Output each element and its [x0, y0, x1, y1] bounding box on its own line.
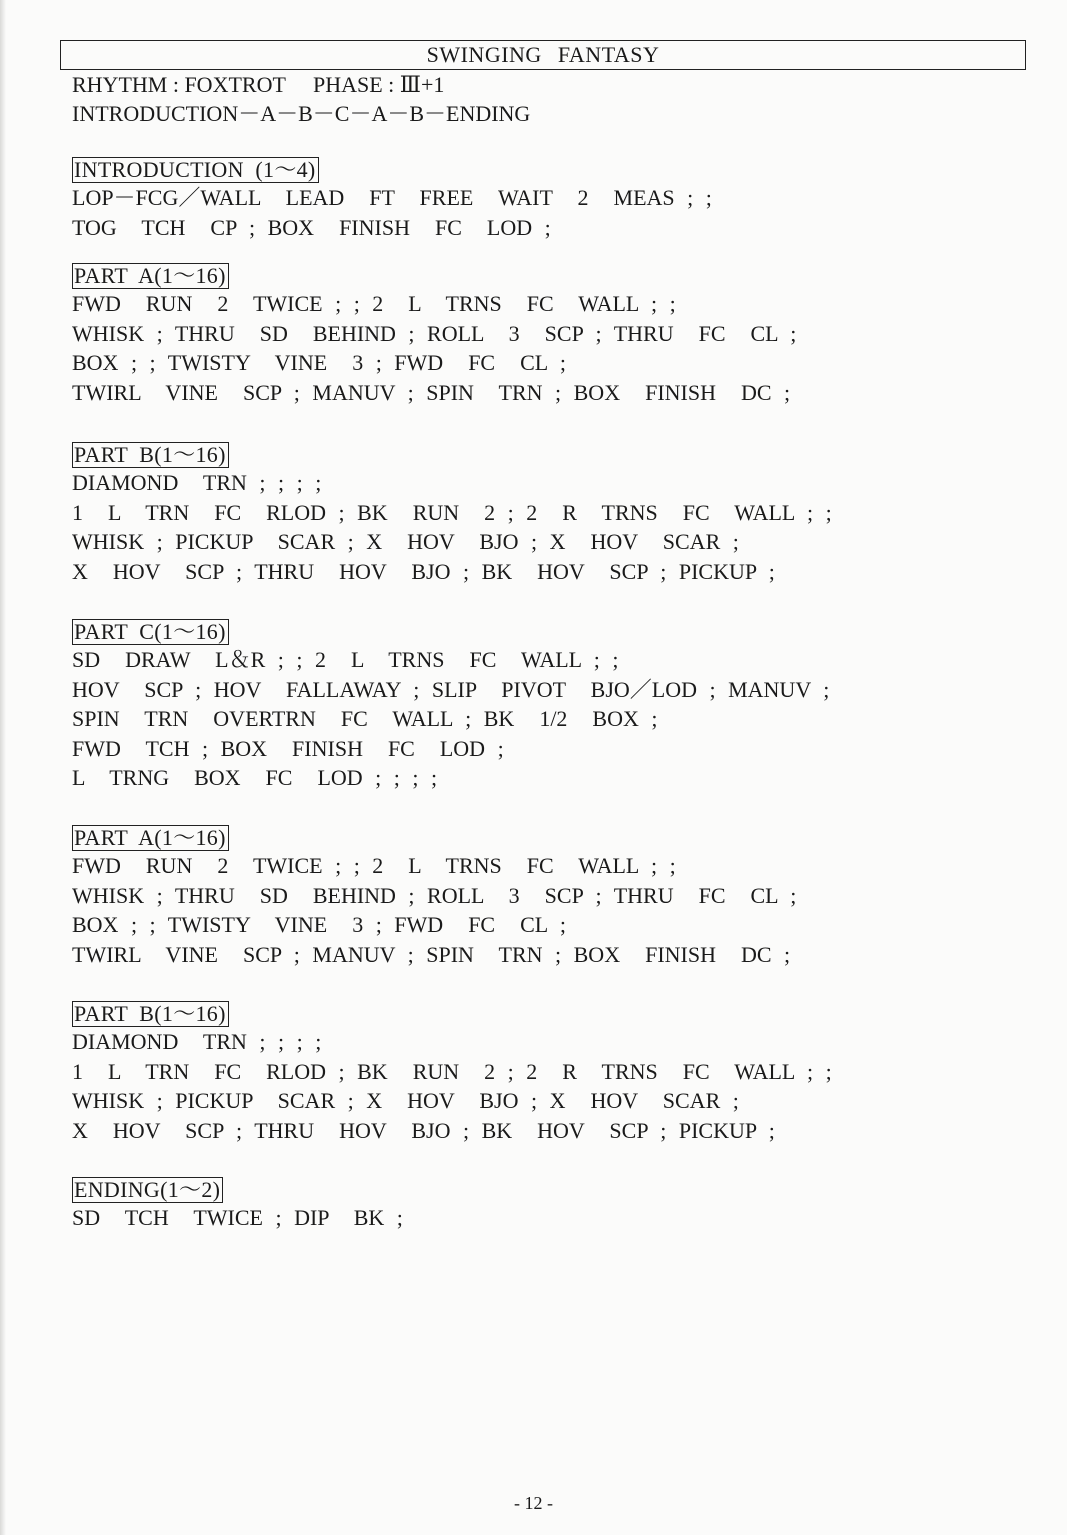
- cue-lines: [72, 645, 972, 793]
- document-title: SWINGING FANTASY: [60, 40, 1026, 70]
- rhythm-phase-line: RHYTHM : FOXTROT PHASE : Ⅲ+1: [72, 72, 445, 97]
- section-part-b-repeat: [72, 1001, 972, 1145]
- cue-lines: [72, 1027, 972, 1145]
- cue-lines: [72, 851, 972, 969]
- cue-line: TWIRL VINE SCP ; MANUV ; SPIN TRN ; BOX FINISH DC ;: [72, 941, 791, 967]
- cue-line: TWIRL VINE SCP ; MANUV ; SPIN TRN ; BOX FINISH DC ;: [72, 379, 791, 405]
- cue-lines: [72, 183, 972, 242]
- cue-line: X HOV SCP ; THRU HOV BJO ; BK HOV SCP ; PICKUP ;: [72, 1117, 775, 1143]
- section-part-c: [72, 619, 972, 793]
- page-edge-shadow: [0, 0, 6, 1535]
- section-heading: PART A(1～16): [72, 263, 229, 289]
- cue-lines: [72, 289, 972, 407]
- cue-line: HOV SCP ; HOV FALLAWAY ; SLIP PIVOT BJO／LOD ; MANUV ;: [72, 676, 830, 702]
- cue-lines: [72, 1203, 972, 1233]
- cue-line: FWD RUN 2 TWICE ; ; 2 L TRNS FC WALL ; ;: [72, 853, 676, 878]
- page-number: - 12 -: [514, 1493, 553, 1513]
- cue-line: BOX ; ; TWISTY VINE 3 ; FWD FC CL ;: [72, 350, 567, 375]
- cue-line: WHISK ; PICKUP SCAR ; X HOV BJO ; X HOV SCAR ;: [72, 529, 739, 554]
- cue-line: DIAMOND TRN ; ; ; ;: [72, 1029, 322, 1054]
- cue-line: BOX ; ; TWISTY VINE 3 ; FWD FC CL ;: [72, 912, 567, 937]
- section-heading: PART B(1～16): [72, 442, 229, 468]
- section-part-a: [72, 263, 972, 407]
- cue-line: WHISK ; PICKUP SCAR ; X HOV BJO ; X HOV SCAR ;: [72, 1088, 739, 1113]
- cue-line: WHISK ; THRU SD BEHIND ; ROLL 3 SCP ; THRU FC CL ;: [72, 882, 797, 908]
- section-heading: PART B(1～16): [72, 1001, 229, 1027]
- cue-line: FWD RUN 2 TWICE ; ; 2 L TRNS FC WALL ; ;: [72, 291, 676, 316]
- section-introduction: [72, 157, 972, 242]
- cue-line: TOG TCH CP ; BOX FINISH FC LOD ;: [72, 214, 551, 240]
- section-part-b: [72, 442, 972, 586]
- section-heading: ENDING(1～2): [72, 1177, 223, 1203]
- cue-line: DIAMOND TRN ; ; ; ;: [72, 470, 322, 495]
- cue-line: FWD TCH ; BOX FINISH FC LOD ;: [72, 735, 504, 761]
- sequence-line: INTRODUCTION－A－B－C－A－B－ENDING: [72, 101, 531, 126]
- cue-line: 1 L TRN FC RLOD ; BK RUN 2 ; 2 R TRNS FC WALL ; ;: [72, 1058, 832, 1084]
- cue-line: L TRNG BOX FC LOD ; ; ; ;: [72, 765, 438, 790]
- section-ending: [72, 1177, 972, 1233]
- cue-line: X HOV SCP ; THRU HOV BJO ; BK HOV SCP ; PICKUP ;: [72, 558, 775, 584]
- cue-line: LOP－FCG／WALL LEAD FT FREE WAIT 2 MEAS ; ;: [72, 185, 712, 210]
- section-heading: PART C(1～16): [72, 619, 229, 645]
- cue-line: SD DRAW L＆R ; ; 2 L TRNS FC WALL ; ;: [72, 647, 619, 672]
- cue-lines: [72, 468, 972, 586]
- cue-line: 1 L TRN FC RLOD ; BK RUN 2 ; 2 R TRNS FC WALL ; ;: [72, 499, 832, 525]
- section-heading: PART A(1～16): [72, 825, 229, 851]
- section-part-a-repeat: [72, 825, 972, 969]
- cue-line: WHISK ; THRU SD BEHIND ; ROLL 3 SCP ; THRU FC CL ;: [72, 320, 797, 346]
- cue-line: SD TCH TWICE ; DIP BK ;: [72, 1205, 403, 1230]
- cue-line: SPIN TRN OVERTRN FC WALL ; BK 1/2 BOX ;: [72, 706, 658, 731]
- section-heading: INTRODUCTION (1～4): [72, 157, 319, 183]
